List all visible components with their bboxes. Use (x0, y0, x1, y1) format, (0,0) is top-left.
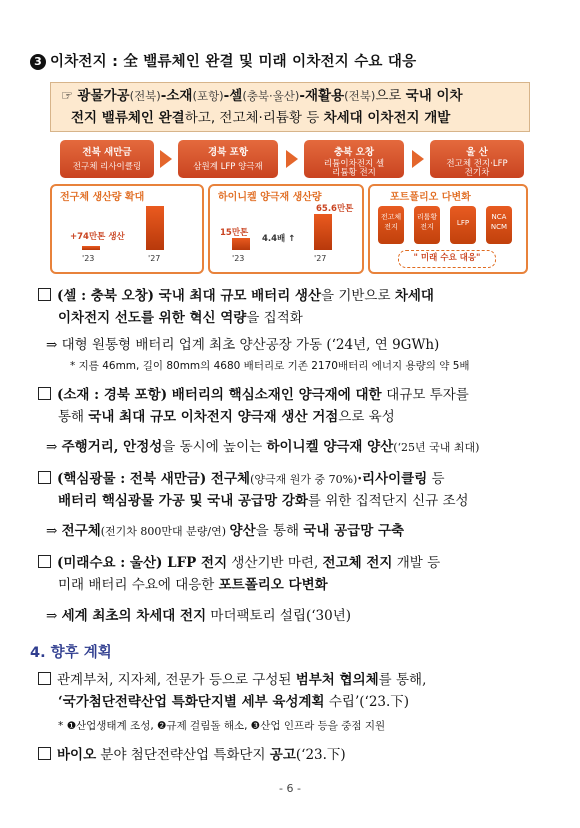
item-text: 개발 등 (392, 555, 441, 571)
summary-text: (전북) (129, 89, 161, 103)
item-material-result (46, 435, 479, 455)
stage-title: 전북 새만금 (82, 147, 132, 158)
item-material-line-1 (38, 385, 469, 406)
item-text: ·리사이클링 (357, 471, 428, 487)
summary-text: -셀 (223, 88, 243, 104)
arrow-right-icon (160, 150, 172, 168)
summary-text: (포항) (192, 89, 224, 103)
item-mineral-line-2 (58, 491, 469, 512)
plan-note: * ❶산업생태계 조성, ❷규제 걸림돌 해소, ❸산업 인프라 등을 중점 지원 (58, 720, 386, 732)
summary-line-1 (61, 85, 463, 107)
plan-text: 수립’(‘23.下) (324, 694, 410, 710)
plan-line-1 (38, 670, 426, 691)
bar-2023 (232, 238, 250, 250)
item-cell-note: * 지름 46mm, 길이 80mm의 4680 배터리로 기존 2170배터리 에너지 용량의 약 5배 (70, 360, 470, 372)
item-text: 등 (427, 471, 445, 487)
item-text: 통해 (58, 409, 89, 425)
plan-line-2 (58, 692, 409, 713)
axis-label: '27 (314, 254, 327, 263)
item-text: 양산 (229, 523, 256, 539)
plan-text: (‘23.下) (295, 747, 346, 763)
item-text: (‘25년 국내 최대) (393, 441, 480, 454)
stage-subtitle: 전고체 전지·LFP 전기차 (446, 159, 508, 178)
value-label: 65.6만톤 (316, 204, 354, 214)
stage-card (304, 140, 404, 178)
item-text: 마더팩토리 설립(‘30년) (206, 608, 352, 624)
item-text: 세계 최초의 차세대 전지 (61, 608, 207, 624)
stage-subtitle: 리튬이차전지 셀 리튬황 전지 (323, 159, 385, 178)
multiplier-label: 4.4배 ↑ (262, 234, 296, 244)
item-text: ⇒ (46, 608, 62, 624)
checkbox-square-icon (38, 672, 51, 685)
item-text: 에 대한 (337, 387, 387, 403)
cathode-panel (208, 184, 364, 274)
item-text: 를 위한 집적단지 신규 조성 (307, 493, 469, 509)
item-text: ⇒ (46, 439, 62, 455)
item-text: 생산기반 마련, (227, 555, 323, 571)
item-text: 전구체 (61, 523, 101, 539)
plan-text: 범부처 협의체 (295, 672, 379, 688)
summary-text: 광물가공 (77, 88, 130, 104)
battery-chip: LFP (450, 206, 476, 244)
summary-text: 전지 밸류체인 완결 (71, 110, 185, 126)
plan-text: 를 통해, (378, 672, 427, 688)
item-text: (셀 : 충북 오창) 국내 최대 규모 배터리 생산 (57, 288, 322, 304)
battery-chip: 전고체 전지 (378, 206, 404, 244)
stage-subtitle: 삼원계 LFP 양극재 (193, 162, 263, 172)
delta-label: +74만톤 생산 (70, 232, 125, 242)
plan-text: 관계부처, 지자체, 전문가 등으로 구성된 (57, 672, 296, 688)
item-text: 차세대 (394, 288, 434, 304)
item-text: 양극재 (298, 387, 338, 403)
arrow-right-icon (286, 150, 298, 168)
value-label: 15만톤 (220, 228, 249, 238)
section-title: 이차전지 : 全 밸류체인 완결 및 미래 이차전지 수요 대응 (50, 54, 417, 70)
plan-text: 바이오 (57, 747, 97, 763)
item-text: 배터리 핵심광물 가공 및 국내 공급망 강화 (58, 493, 308, 509)
item-text: 을 통해 (255, 523, 304, 539)
item-text: ⇒ (46, 523, 62, 539)
section-heading (30, 50, 416, 71)
item-cell-line-1 (38, 286, 434, 307)
item-text: 국내 공급망 구축 (303, 523, 405, 539)
item-text: 국내 최대 규모 이차전지 양극재 생산 거점 (88, 409, 339, 425)
summary-text: (충북·울산) (242, 89, 300, 103)
item-text: 대규모 투자를 (386, 387, 469, 403)
summary-text: 국내 이차 (405, 88, 463, 104)
hand-pointer-icon: ☞ (61, 88, 74, 104)
axis-label: '27 (148, 254, 161, 263)
item-text: (전기차 800만대 분량/연) (100, 525, 230, 538)
checkbox-square-icon (38, 288, 51, 301)
item-text: (양극재 원가 중 70%) (250, 473, 358, 486)
summary-text: -소재 (160, 88, 193, 104)
item-text: 미래 배터리 수요에 대응한 (58, 577, 219, 593)
panel-title: 포트폴리오 다변화 (390, 192, 471, 203)
plan-text: 공고 (269, 747, 296, 763)
item-text: (핵심광물 : 전북 새만금) 전구체 (57, 471, 251, 487)
summary-text: -재활용 (299, 88, 345, 104)
battery-chip: 리튬황 전지 (414, 206, 440, 244)
axis-label: '23 (232, 254, 245, 263)
item-text: 포트폴리오 다변화 (218, 577, 328, 593)
item-text: 을 동시에 높이는 (162, 439, 267, 455)
checkbox-square-icon (38, 555, 51, 568)
item-text: 주행거리, 안정성 (61, 439, 163, 455)
plan-text: ‘국가첨단전략산업 특화단지별 세부 육성계획 (58, 694, 325, 710)
stage-title: 울 산 (466, 147, 488, 158)
item-future-line-1 (38, 553, 440, 574)
item-future-result (46, 604, 351, 624)
checkbox-square-icon (38, 471, 51, 484)
plan-text: 분야 첨단전략산업 특화단지 (96, 747, 270, 763)
item-text: 을 기반으로 (321, 288, 395, 304)
summary-text: 하고, 전고체·리튬황 등 (184, 110, 324, 126)
item-text: (미래수요 : 울산) LFP 전지 (57, 555, 228, 571)
plan-line-3 (38, 745, 346, 766)
item-text: 으로 육성 (338, 409, 395, 425)
page-number: - 6 - (279, 782, 301, 795)
arrow-right-icon (412, 150, 424, 168)
stage-card (60, 140, 154, 178)
stage-title: 충북 오창 (333, 147, 374, 158)
bar-2027 (146, 206, 164, 250)
panel-title: 하이니켈 양극재 생산량 (218, 192, 322, 203)
value-chain-infographic (50, 140, 528, 272)
summary-text: 으로 (375, 88, 406, 104)
section-number: 3 (30, 54, 46, 70)
panel-title: 전구체 생산량 확대 (60, 192, 145, 203)
item-material-line-2 (58, 407, 395, 428)
item-cell-result: ⇒ 대형 원통형 배터리 업계 최초 양산공장 가동 (‘24년, 연 9GWh) (46, 337, 440, 353)
stage-title: 경북 포항 (207, 147, 248, 158)
item-text: 을 집적화 (246, 310, 303, 326)
item-text: 전고체 전지 (322, 555, 393, 571)
axis-label: '23 (82, 254, 95, 263)
item-mineral-result (46, 519, 404, 539)
item-text: 하이니켈 양극재 양산 (266, 439, 394, 455)
checkbox-square-icon (38, 747, 51, 760)
portfolio-panel (368, 184, 528, 274)
bar-2023 (82, 246, 100, 250)
checkbox-square-icon (38, 387, 51, 400)
section-4-heading: 4. 향후 계획 (30, 645, 112, 661)
stage-card (430, 140, 524, 178)
stage-card (178, 140, 278, 178)
future-demand-label: " 미래 수요 대응" (398, 250, 496, 268)
battery-chip: NCA NCM (486, 206, 512, 244)
precursor-panel (50, 184, 204, 274)
item-text: (소재 : 경북 포항) 배터리의 핵심소재인 (57, 387, 299, 403)
item-text: 이차전지 선도를 위한 혁신 역량 (58, 310, 247, 326)
summary-line-2 (71, 107, 450, 129)
item-mineral-line-1 (38, 469, 445, 490)
summary-text: (전북) (344, 89, 376, 103)
item-future-line-2 (58, 575, 328, 596)
item-cell-line-2 (58, 308, 303, 329)
summary-text: 차세대 이차전지 개발 (323, 110, 451, 126)
summary-box (50, 82, 530, 132)
bar-2027 (314, 214, 332, 250)
stage-subtitle: 전구체 리사이클링 (72, 162, 142, 172)
